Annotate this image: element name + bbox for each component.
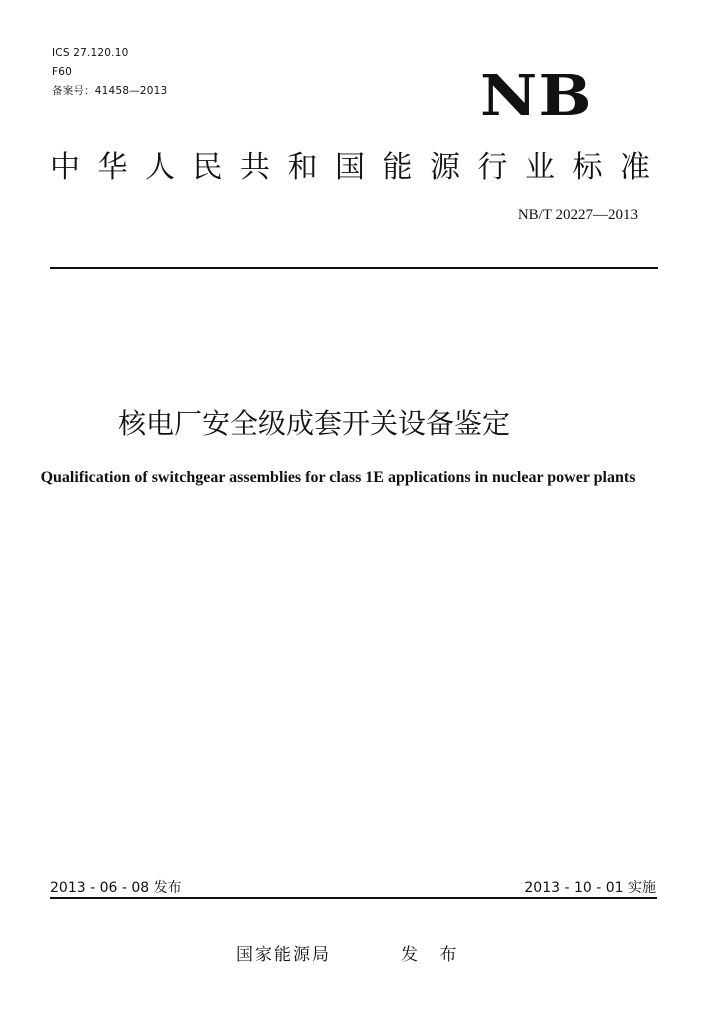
nb-logo: NB <box>480 63 593 129</box>
publish-label: 发 布 <box>401 945 465 965</box>
ccs-code: F60 <box>52 66 73 78</box>
org-title-char: 中 <box>50 150 80 185</box>
org-title-char: 共 <box>240 150 270 185</box>
bottom-divider <box>50 897 657 899</box>
org-title-char: 和 <box>287 150 318 185</box>
org-title-char: 源 <box>430 150 460 185</box>
issuing-authority: 国家能源局 <box>236 945 331 965</box>
org-title-char: 业 <box>525 150 555 185</box>
chinese-title: 核电厂安全级成套开关设备鉴定 <box>118 407 511 440</box>
standard-organization-title <box>50 148 650 188</box>
filing-number: 备案号：41458—2013 <box>52 85 168 97</box>
english-title: Qualification of switchgear assemblies for class 1E applications in nuclear power plants <box>40 469 636 486</box>
issue-date: 2013 - 06 - 08 发布 <box>50 880 182 896</box>
org-title-char: 行 <box>477 150 508 185</box>
top-divider <box>50 267 658 269</box>
org-title-char: 国 <box>335 150 365 185</box>
org-title-char: 人 <box>145 150 175 185</box>
ics-code: ICS 27.120.10 <box>52 47 129 59</box>
org-title-char: 准 <box>620 150 650 185</box>
standard-number: NB/T 20227—2013 <box>517 207 638 223</box>
classification-block <box>52 44 167 101</box>
org-title-char: 能 <box>382 150 413 185</box>
org-title-char: 标 <box>572 150 603 185</box>
effective-date: 2013 - 10 - 01 实施 <box>524 880 656 896</box>
org-title-char: 华 <box>97 150 128 185</box>
org-title-char: 民 <box>192 150 223 185</box>
